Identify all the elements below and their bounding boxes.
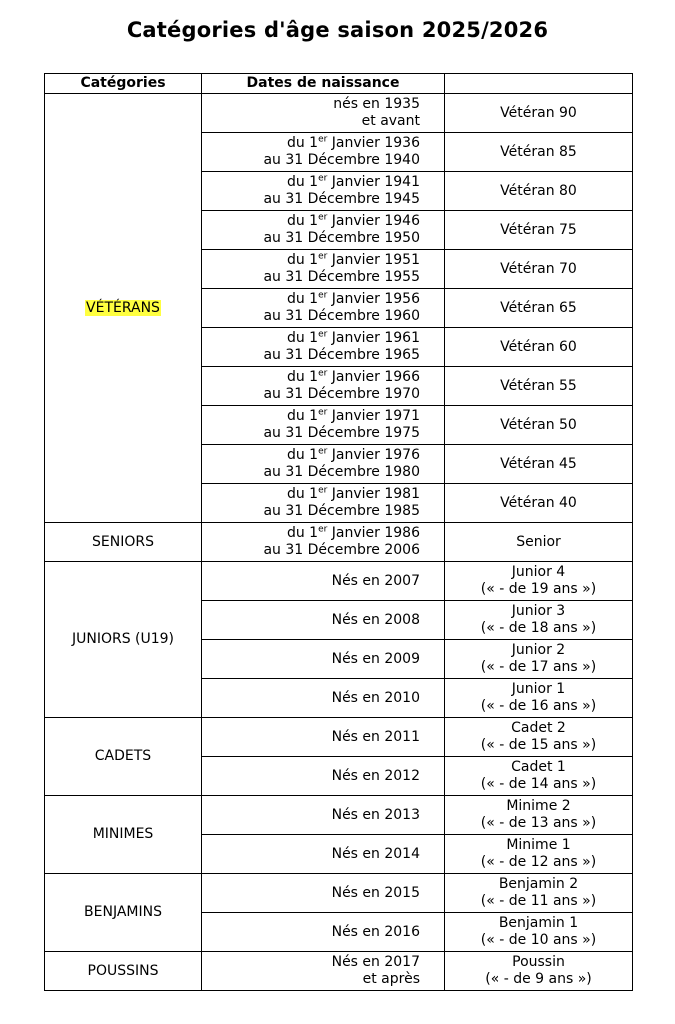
date-from <box>202 213 420 230</box>
age-label-cell <box>445 952 633 991</box>
category-cell-cadets <box>45 718 202 796</box>
category-cell-minimes <box>45 796 202 874</box>
date-line-1: Nés en 2009 <box>331 650 420 667</box>
date-line-2: et après <box>362 971 420 987</box>
date-line-1: Nés en 2016 <box>331 923 420 940</box>
age-label: Vétéran 70 <box>500 260 577 277</box>
date-line-2: au 31 Décembre 1955 <box>263 269 420 285</box>
date-from-year: 1981 <box>384 486 420 502</box>
date-line-1: Nés en 2015 <box>331 884 420 901</box>
age-label-cell <box>445 133 633 172</box>
date-from <box>202 525 420 542</box>
age-label-cell <box>445 796 633 835</box>
date-from <box>202 252 420 269</box>
age-label-cell <box>445 328 633 367</box>
date-line-1: Nés en 2012 <box>331 767 420 784</box>
table-row <box>45 94 633 133</box>
date-from-year: 1951 <box>384 252 420 268</box>
category-label: POUSSINS <box>87 962 159 979</box>
date-prefix: du 1 <box>286 486 319 502</box>
birth-dates-cell <box>202 211 445 250</box>
category-label: SENIORS <box>92 533 154 550</box>
age-label: Vétéran 65 <box>500 299 577 316</box>
age-limit: (« - de 13 ans ») <box>480 815 597 831</box>
birth-dates-cell <box>202 835 445 874</box>
age-label-cell <box>445 835 633 874</box>
age-limit: (« - de 19 ans ») <box>480 581 597 597</box>
age-label-cell <box>445 913 633 952</box>
age-label-cell <box>445 601 633 640</box>
ordinal-sup: er <box>318 485 328 496</box>
age-limit: (« - de 17 ans ») <box>480 659 597 675</box>
age-label: Junior 2 <box>511 642 566 658</box>
ordinal-sup: er <box>318 524 328 535</box>
birth-dates-cell <box>202 133 445 172</box>
age-label: Vétéran 60 <box>500 338 577 355</box>
age-label-cell <box>445 367 633 406</box>
birth-dates-cell <box>202 796 445 835</box>
date-month: Janvier <box>327 447 385 463</box>
category-label: CADETS <box>94 748 152 764</box>
birth-dates-cell <box>202 445 445 484</box>
date-from <box>202 291 420 308</box>
age-label-cell <box>445 874 633 913</box>
date-from-year: 1946 <box>384 213 420 229</box>
ordinal-sup: er <box>318 212 328 223</box>
ordinal-sup: er <box>318 134 328 145</box>
category-label: BENJAMINS <box>84 904 162 920</box>
date-line-2: au 31 Décembre 1960 <box>263 308 420 324</box>
age-limit: (« - de 18 ans ») <box>480 620 597 636</box>
age-label-cell <box>445 250 633 289</box>
age-label: Cadet 2 <box>511 720 566 736</box>
date-month: Janvier <box>327 213 385 229</box>
birth-dates-cell <box>202 289 445 328</box>
age-label: Poussin <box>512 954 565 970</box>
age-limit: (« - de 14 ans ») <box>480 776 597 792</box>
date-month: Janvier <box>327 525 385 541</box>
date-from-year: 1961 <box>384 330 420 346</box>
date-month: Janvier <box>327 369 385 385</box>
date-month: Janvier <box>327 486 385 502</box>
date-line-1: Nés en 2014 <box>331 845 420 862</box>
date-line-1: nés en 1935 <box>333 96 420 112</box>
age-limit: (« - de 9 ans ») <box>485 971 592 987</box>
category-cell-veterans <box>45 94 202 523</box>
date-line-2: au 31 Décembre 2006 <box>263 542 420 558</box>
age-limit: (« - de 15 ans ») <box>480 737 597 753</box>
ordinal-sup: er <box>318 407 328 418</box>
birth-dates-cell <box>202 367 445 406</box>
age-label-cell <box>445 679 633 718</box>
date-prefix: du 1 <box>286 369 319 385</box>
date-line-1: Nés en 2011 <box>331 728 420 745</box>
age-label-cell <box>445 211 633 250</box>
birth-dates-cell <box>202 913 445 952</box>
page-title: Catégories d'âge saison 2025/2026 <box>126 18 549 42</box>
table-row <box>45 952 633 991</box>
age-label: Vétéran 50 <box>500 416 577 433</box>
birth-dates-cell <box>202 172 445 211</box>
date-from-year: 1956 <box>384 291 420 307</box>
date-from <box>202 135 420 152</box>
date-prefix: du 1 <box>286 525 319 541</box>
date-from-year: 1971 <box>384 408 420 424</box>
category-label: MINIMES <box>92 826 154 842</box>
age-label-cell <box>445 640 633 679</box>
date-from <box>202 174 420 191</box>
date-from <box>202 369 420 386</box>
ordinal-sup: er <box>318 290 328 301</box>
category-cell-juniors <box>45 562 202 718</box>
table-row <box>45 718 633 757</box>
age-label: Vétéran 40 <box>500 494 577 511</box>
age-categories-table <box>44 73 633 991</box>
date-month: Janvier <box>327 330 385 346</box>
date-line-2: au 31 Décembre 1985 <box>263 503 420 519</box>
ordinal-sup: er <box>318 251 328 262</box>
birth-dates-cell <box>202 952 445 991</box>
date-prefix: du 1 <box>286 174 319 190</box>
date-line-1: Nés en 2013 <box>331 806 420 823</box>
ordinal-sup: er <box>318 368 328 379</box>
date-from-year: 1976 <box>384 447 420 463</box>
age-label-cell <box>445 445 633 484</box>
birth-dates-cell <box>202 523 445 562</box>
date-from <box>202 486 420 503</box>
age-label: Benjamin 2 <box>498 876 579 892</box>
birth-dates-cell <box>202 757 445 796</box>
age-label-cell <box>445 406 633 445</box>
date-prefix: du 1 <box>286 447 319 463</box>
age-label-cell <box>445 172 633 211</box>
date-line-2: au 31 Décembre 1975 <box>263 425 420 441</box>
birth-dates-cell <box>202 679 445 718</box>
date-line-2: au 31 Décembre 1945 <box>263 191 420 207</box>
date-line-2: et avant <box>361 113 420 129</box>
table-row <box>45 523 633 562</box>
age-label: Junior 3 <box>511 603 566 619</box>
date-prefix: du 1 <box>286 291 319 307</box>
date-line-2: au 31 Décembre 1965 <box>263 347 420 363</box>
age-label-cell <box>445 484 633 523</box>
age-label: Vétéran 55 <box>500 377 577 394</box>
age-label: Minime 2 <box>506 798 571 814</box>
date-month: Janvier <box>327 291 385 307</box>
date-line-1: Nés en 2017 <box>331 954 420 970</box>
category-label: JUNIORS (U19) <box>71 631 175 647</box>
age-label: Vétéran 75 <box>500 221 577 238</box>
date-prefix: du 1 <box>286 408 319 424</box>
age-label: Minime 1 <box>506 837 571 853</box>
date-line-2: au 31 Décembre 1980 <box>263 464 420 480</box>
category-cell-poussins <box>45 952 202 991</box>
date-line-1: Nés en 2007 <box>331 572 420 589</box>
date-month: Janvier <box>327 174 385 190</box>
category-cell-benjamins <box>45 874 202 952</box>
header-categories: Catégories <box>45 74 202 94</box>
category-cell-seniors <box>45 523 202 562</box>
age-label-cell <box>445 289 633 328</box>
age-label: Junior 1 <box>511 681 566 697</box>
birth-dates-cell <box>202 328 445 367</box>
age-label-cell <box>445 523 633 562</box>
date-from <box>202 408 420 425</box>
table-row <box>45 796 633 835</box>
age-label: Senior <box>516 533 561 550</box>
age-label-cell <box>445 757 633 796</box>
age-limit: (« - de 12 ans ») <box>480 854 597 870</box>
age-label: Vétéran 90 <box>500 104 577 121</box>
date-line-2: au 31 Décembre 1950 <box>263 230 420 246</box>
birth-dates-cell <box>202 250 445 289</box>
age-label-cell <box>445 718 633 757</box>
date-from <box>202 330 420 347</box>
date-from-year: 1986 <box>384 525 420 541</box>
birth-dates-cell <box>202 562 445 601</box>
birth-dates-cell <box>202 484 445 523</box>
table-header-row <box>45 74 633 94</box>
header-third <box>445 74 633 94</box>
date-from-year: 1936 <box>384 135 420 151</box>
ordinal-sup: er <box>318 173 328 184</box>
date-month: Janvier <box>327 408 385 424</box>
birth-dates-cell <box>202 718 445 757</box>
age-label: Vétéran 85 <box>500 143 577 160</box>
date-line-1: Nés en 2008 <box>331 611 420 628</box>
age-label: Junior 4 <box>511 564 566 580</box>
date-month: Janvier <box>327 252 385 268</box>
age-label: Benjamin 1 <box>498 915 579 931</box>
date-prefix: du 1 <box>286 135 319 151</box>
age-limit: (« - de 11 ans ») <box>480 893 597 909</box>
date-line-2: au 31 Décembre 1940 <box>263 152 420 168</box>
category-label: VÉTÉRANS <box>86 299 160 316</box>
date-from-year: 1966 <box>384 369 420 385</box>
age-label: Cadet 1 <box>511 759 566 775</box>
ordinal-sup: er <box>318 446 328 457</box>
birth-dates-cell <box>202 601 445 640</box>
date-prefix: du 1 <box>286 252 319 268</box>
age-label: Vétéran 45 <box>500 455 577 472</box>
date-line-1: Nés en 2010 <box>331 689 420 706</box>
birth-dates-cell <box>202 406 445 445</box>
date-prefix: du 1 <box>286 213 319 229</box>
date-from <box>202 447 420 464</box>
age-limit: (« - de 16 ans ») <box>480 698 597 714</box>
birth-dates-cell <box>202 640 445 679</box>
birth-dates-cell <box>202 94 445 133</box>
date-line-2: au 31 Décembre 1970 <box>263 386 420 402</box>
age-limit: (« - de 10 ans ») <box>480 932 597 948</box>
birth-dates-cell <box>202 874 445 913</box>
age-label: Vétéran 80 <box>500 182 577 199</box>
date-from-year: 1941 <box>384 174 420 190</box>
age-label-cell <box>445 562 633 601</box>
date-month: Janvier <box>327 135 385 151</box>
table-row <box>45 874 633 913</box>
age-label-cell <box>445 94 633 133</box>
date-prefix: du 1 <box>286 330 319 346</box>
ordinal-sup: er <box>318 329 328 340</box>
table-row <box>45 562 633 601</box>
header-dates: Dates de naissance <box>202 74 445 94</box>
